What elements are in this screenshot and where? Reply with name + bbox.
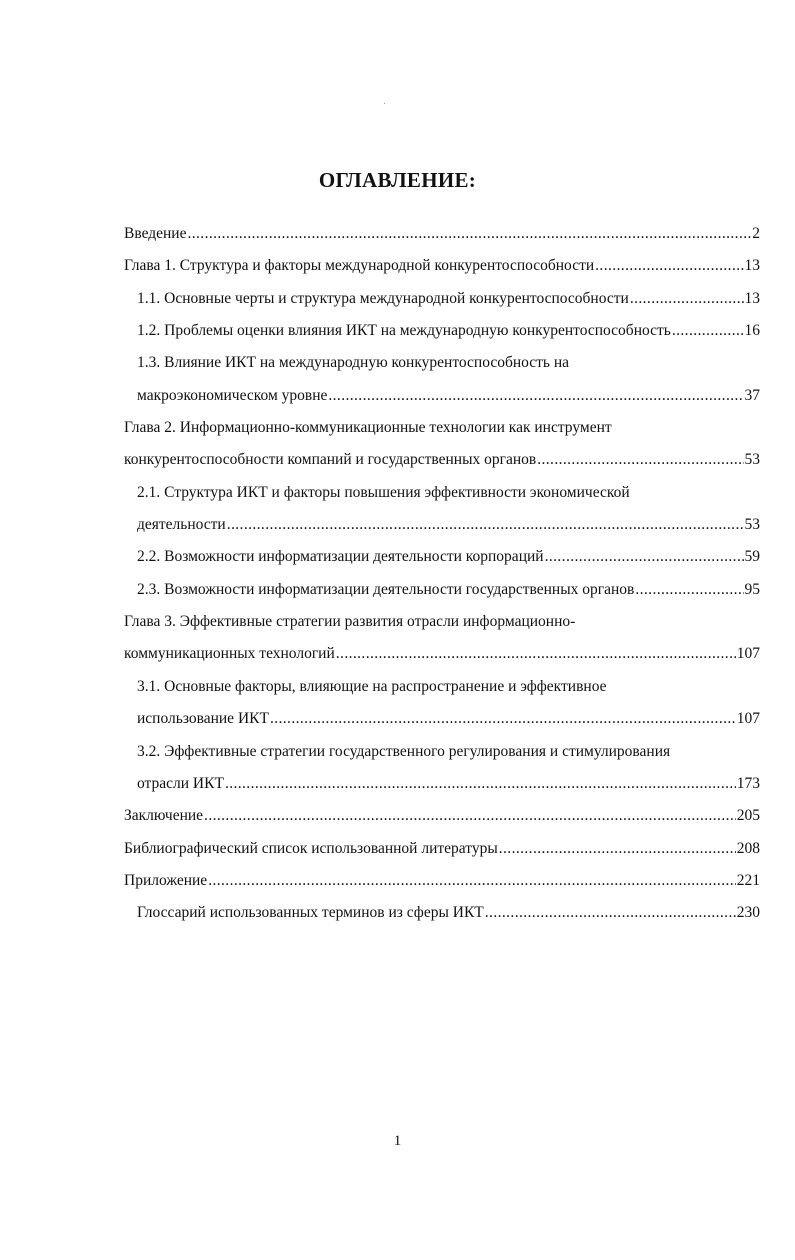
dot-leader <box>227 511 744 538</box>
toc-entry-page: 205 <box>736 807 760 825</box>
toc-entry-section-2-3 <box>124 576 760 608</box>
toc-entry-page: 107 <box>736 710 760 728</box>
page-number: 1 <box>393 1133 402 1149</box>
toc-entry-text: деятельности <box>137 516 226 534</box>
toc-entry-text: Введение <box>124 225 187 242</box>
toc-entry-chapter-3 <box>124 608 760 640</box>
scan-speck <box>384 103 385 104</box>
toc-entry-page: 53 <box>744 516 760 534</box>
toc-entry-text: отрасли ИКТ <box>137 774 224 792</box>
toc-entry-page: 59 <box>744 548 760 566</box>
dot-leader <box>187 220 751 247</box>
dot-leader <box>204 802 736 829</box>
toc-entry-section-1-3-cont <box>124 382 760 414</box>
toc-entry-text: коммуникационных технологий <box>124 645 335 663</box>
toc-entry-page: 13 <box>744 289 760 307</box>
toc-entry-glossary <box>124 899 760 931</box>
toc-entry-page: 53 <box>744 451 760 469</box>
toc-entry-text: 1.1. Основные черты и структура международной конкурентоспособности <box>137 289 629 307</box>
toc-entry-section-2-2 <box>124 543 760 575</box>
toc-entry-section-3-1-cont <box>124 705 760 737</box>
dot-leader <box>336 640 736 667</box>
toc-entry-text: Глава 2. Информационно-коммуникационные технологии как инструмент <box>124 419 612 437</box>
table-of-contents <box>124 220 760 932</box>
toc-entry-text: Глава 3. Эффективные стратегии развития отрасли информационно- <box>124 613 576 631</box>
toc-entry-chapter-1 <box>124 252 760 284</box>
toc-entry-section-3-2-cont <box>124 770 760 802</box>
dot-leader <box>328 382 743 409</box>
toc-entry-section-1-1 <box>124 285 760 317</box>
toc-entry-page: 107 <box>736 645 760 663</box>
toc-entry-text: 3.1. Основные факторы, влияющие на распространение и эффективное <box>137 677 607 695</box>
toc-entry-text: 1.3. Влияние ИКТ на международную конкурентоспособность на <box>137 354 570 372</box>
toc-entry-text: Библиографический список использованной литературы <box>124 839 498 857</box>
toc-entry-text: макроэкономическом уровне <box>137 386 328 404</box>
toc-entry-text: Приложение <box>124 871 208 889</box>
dot-leader <box>595 252 743 279</box>
toc-entry-bibliography <box>124 835 760 867</box>
dot-leader <box>485 899 736 926</box>
toc-entry-page: 37 <box>744 386 760 404</box>
toc-entry-appendix <box>124 867 760 899</box>
toc-entry-conclusion <box>124 802 760 834</box>
toc-entry-text: 2.1. Структура ИКТ и факторы повышения эффективности экономической <box>137 483 630 501</box>
dot-leader <box>208 867 736 894</box>
toc-entry-text: использование ИКТ <box>137 710 269 728</box>
toc-entry-text: Заключение <box>124 807 204 825</box>
toc-entry-text: Глава 1. Структура и факторы международной конкурентоспособности <box>124 257 595 275</box>
toc-entry-page: 16 <box>744 322 760 340</box>
dot-leader <box>499 835 736 862</box>
toc-entry-section-2-1 <box>124 479 760 511</box>
toc-entry-section-1-3 <box>124 349 760 381</box>
toc-entry-section-2-1-cont <box>124 511 760 543</box>
dot-leader <box>537 446 743 473</box>
dot-leader <box>635 576 743 603</box>
toc-entry-page: 221 <box>736 871 760 889</box>
toc-entry-section-1-2 <box>124 317 760 349</box>
dot-leader <box>225 770 736 797</box>
dot-leader <box>545 543 744 570</box>
dot-leader <box>672 317 744 344</box>
toc-entry-page: 95 <box>744 580 760 598</box>
toc-entry-chapter-3-cont <box>124 640 760 672</box>
toc-entry-introduction <box>124 220 760 252</box>
dot-leader <box>630 285 744 312</box>
dot-leader <box>270 705 736 732</box>
toc-entry-section-3-2 <box>124 738 760 770</box>
toc-entry-text: конкурентоспособности компаний и государственных органов <box>124 451 537 469</box>
toc-entry-page: 13 <box>744 257 760 275</box>
toc-entry-chapter-2 <box>124 414 760 446</box>
toc-entry-chapter-2-cont <box>124 446 760 478</box>
toc-entry-text: 3.2. Эффективные стратегии государственного регулирования и стимулирования <box>137 742 671 760</box>
toc-entry-text: Глоссарий использованных терминов из сферы ИКТ <box>137 904 484 922</box>
toc-entry-section-3-1 <box>124 673 760 705</box>
toc-entry-text: 2.2. Возможности информатизации деятельности корпораций <box>137 548 544 566</box>
toc-entry-page: 2 <box>752 225 760 242</box>
toc-entry-page: 230 <box>736 904 760 922</box>
page-title: ОГЛАВЛЕНИЕ: <box>318 168 477 193</box>
toc-entry-text: 1.2. Проблемы оценки влияния ИКТ на международную конкурентоспособность <box>137 322 671 340</box>
toc-entry-page: 173 <box>736 774 760 792</box>
toc-entry-page: 208 <box>736 839 760 857</box>
toc-entry-text: 2.3. Возможности информатизации деятельности государственных органов <box>137 580 635 598</box>
